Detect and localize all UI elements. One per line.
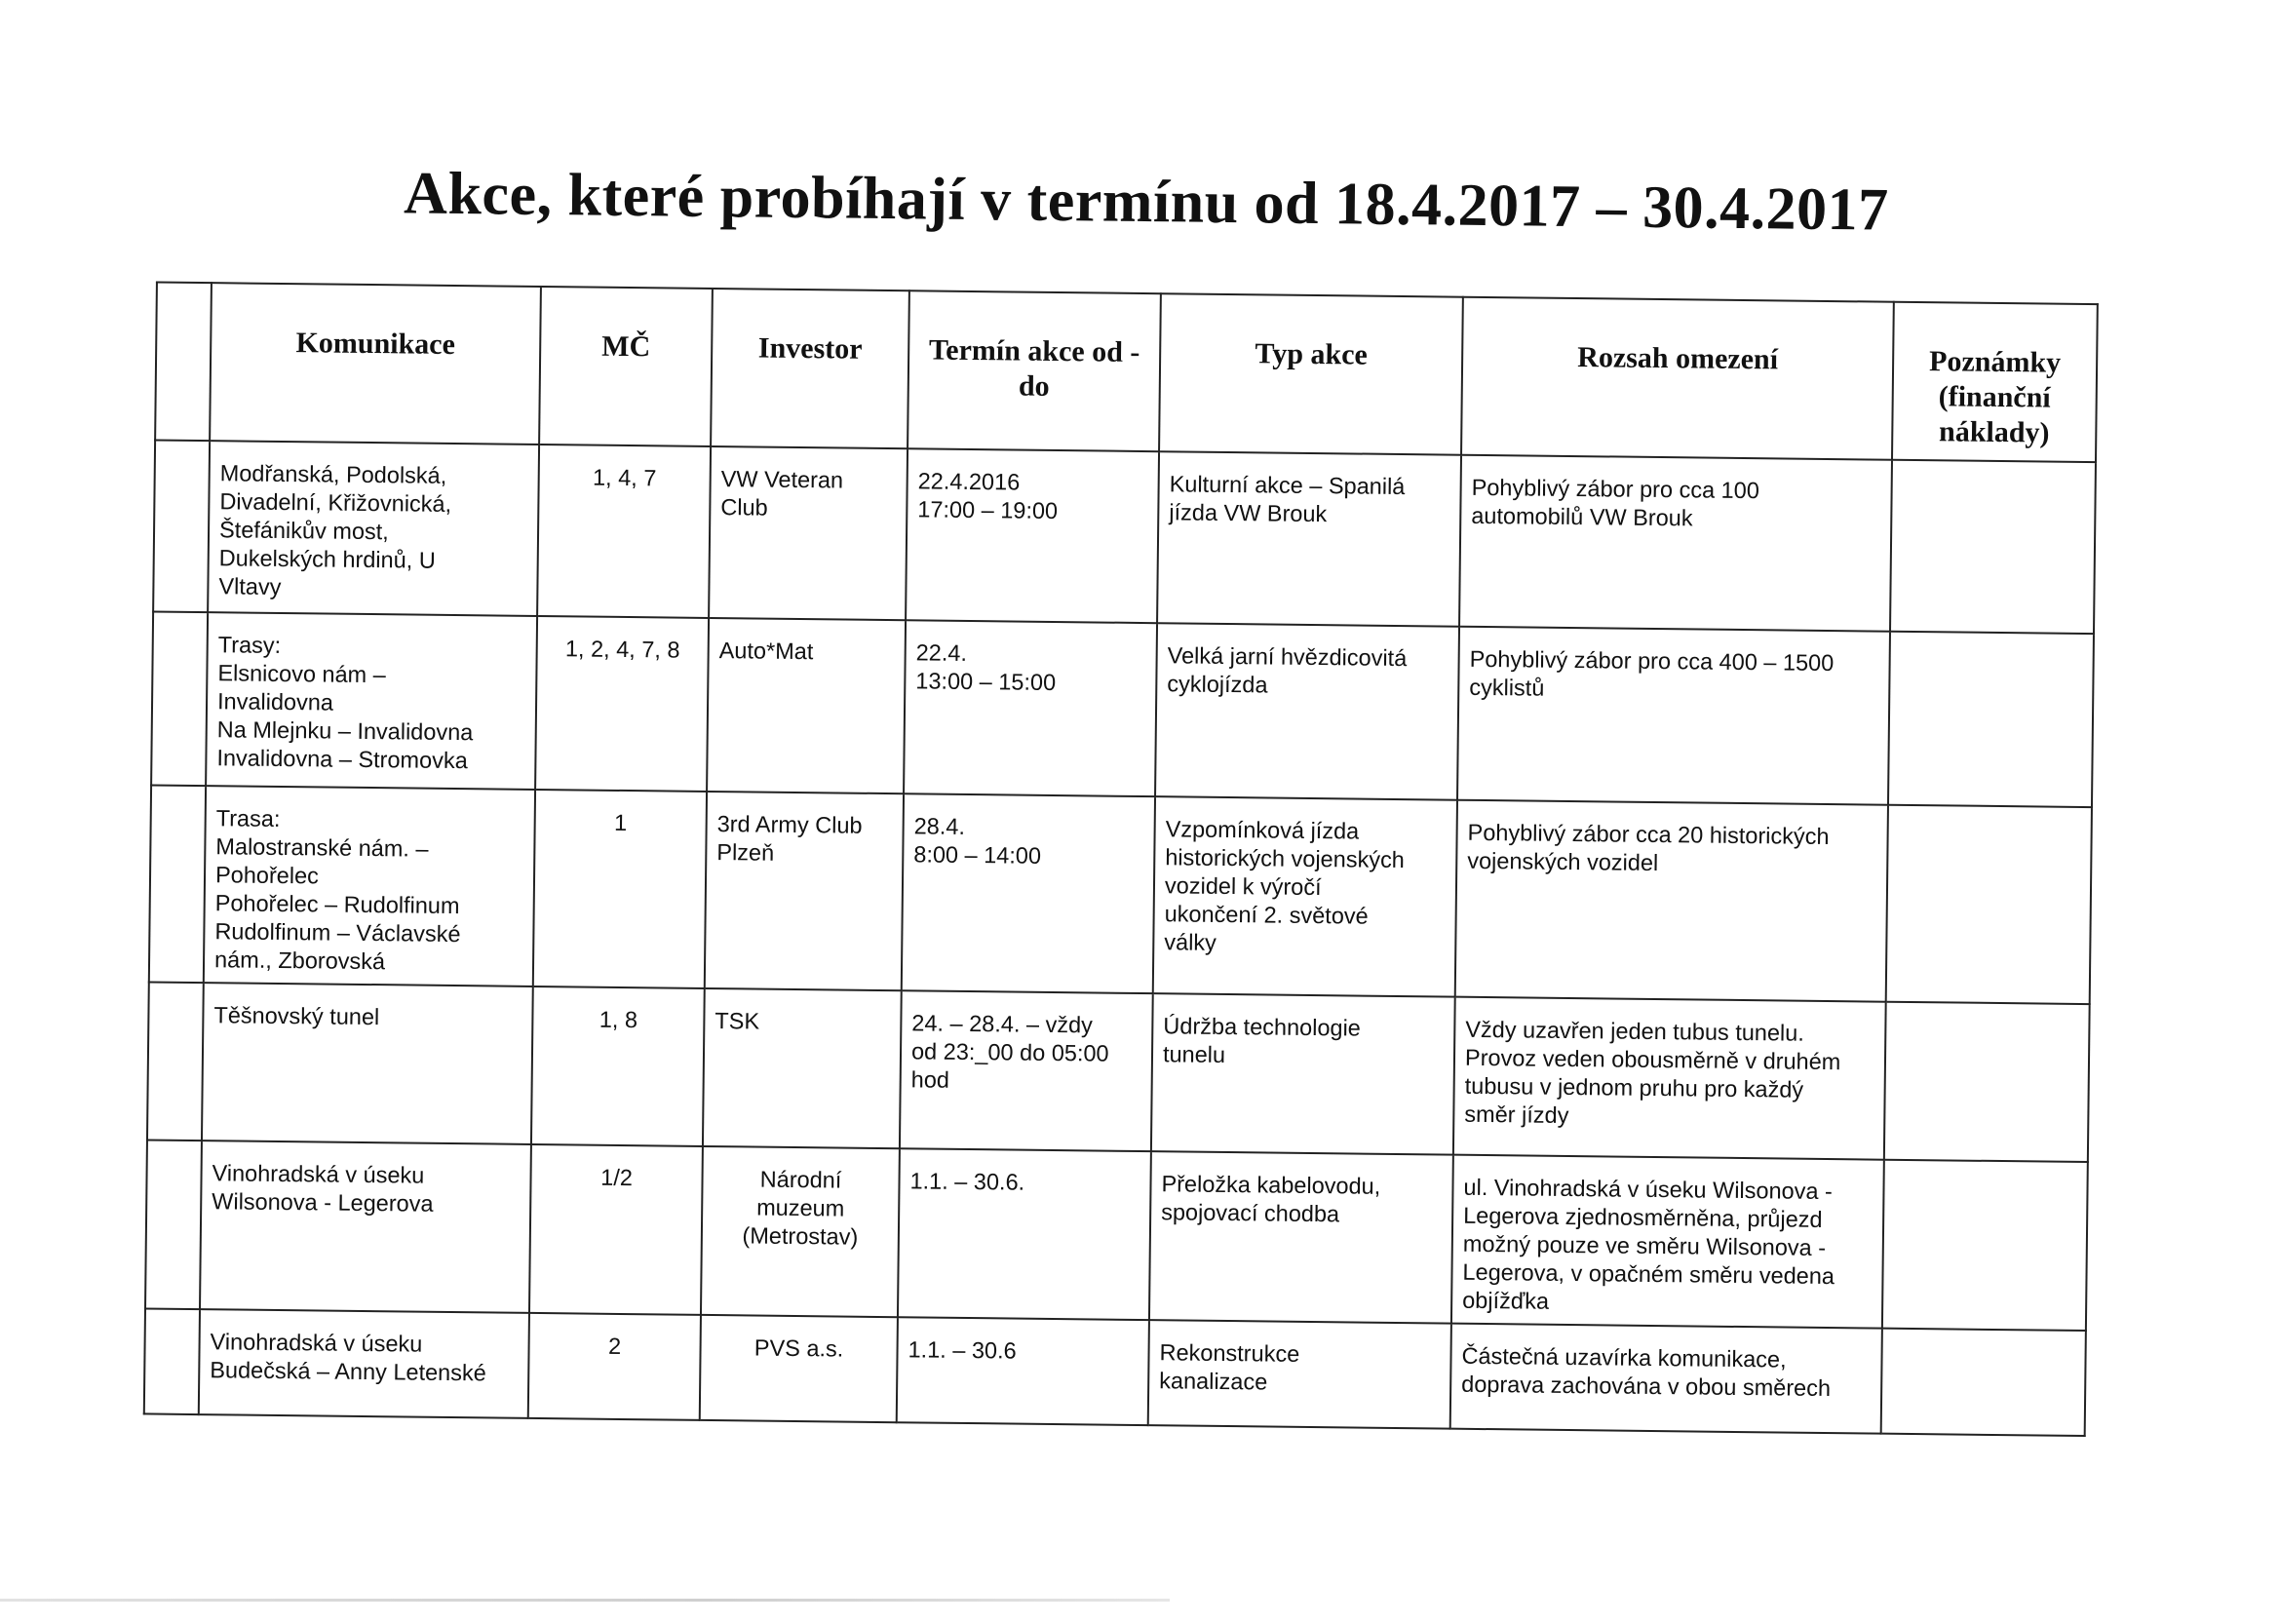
header-blank	[155, 283, 212, 442]
cell-rozsah: ul. Vinohradská v úseku Wilsonova - Legerova zjednosměrněna, průjezd možný pouze ve směru Wilsonova - Legerova, v opačném směru vedena objížďka	[1451, 1155, 1884, 1329]
cell-komunikace: Vinohradská v úseku Budečská – Anny Letenské	[199, 1309, 529, 1418]
cell-termin: 24. – 28.4. – vždy od 23:_00 do 05:00 hod	[900, 990, 1153, 1151]
cell-typ: Přeložka kabelovodu, spojovací chodba	[1149, 1151, 1453, 1324]
table-row	[151, 611, 2094, 807]
cell-termin: 22.4. 13:00 – 15:00	[904, 620, 1157, 796]
header-row	[155, 283, 2098, 463]
cell-mc: 1/2	[529, 1144, 703, 1315]
row-margin-cell	[144, 1308, 200, 1414]
cell-poznamky	[1890, 460, 2096, 634]
header-mc: MČ	[539, 287, 713, 446]
row-margin-cell	[145, 1140, 202, 1309]
table-row	[149, 785, 2092, 1004]
cell-termin: 1.1. – 30.6	[897, 1317, 1149, 1425]
row-margin-cell	[147, 982, 204, 1141]
cell-termin: 22.4.2016 17:00 – 19:00	[906, 448, 1159, 623]
events-table	[143, 282, 2099, 1438]
cell-investor: VW Veteran Club	[709, 446, 908, 620]
header-typ: Typ akce	[1159, 293, 1463, 455]
cell-investor: PVS a.s.	[700, 1315, 898, 1422]
header-komunikace: Komunikace	[210, 283, 541, 445]
cell-typ: Kulturní akce – Spanilá jízda VW Brouk	[1157, 451, 1461, 627]
cell-rozsah: Vždy uzavřen jeden tubus tunelu. Provoz veden obousměrně v druhém tubusu v jednom pruhu pro každý směr jízdy	[1453, 997, 1886, 1160]
cell-poznamky	[1888, 632, 2094, 807]
table-row	[145, 1140, 2088, 1331]
scan-edge-line	[0, 1599, 1170, 1602]
cell-typ: Rekonstrukce kanalizace	[1148, 1320, 1451, 1429]
cell-poznamky	[1881, 1329, 2086, 1436]
cell-mc: 2	[528, 1313, 701, 1420]
page-title: Akce, které probíhají v termínu od 18.4.2017 – 30.4.2017	[403, 160, 1889, 244]
cell-komunikace: Vinohradská v úseku Wilsonova - Legerova	[200, 1141, 531, 1313]
row-margin-cell	[149, 785, 206, 983]
header-rozsah: Rozsah omezení	[1461, 297, 1894, 460]
row-margin-cell	[153, 441, 210, 613]
header-termin: Termín akce od -do	[908, 290, 1161, 451]
cell-typ: Údržba technologie tunelu	[1151, 993, 1455, 1155]
cell-poznamky	[1886, 805, 2092, 1004]
cell-termin: 1.1. – 30.6.	[898, 1148, 1151, 1320]
cell-termin: 28.4. 8:00 – 14:00	[902, 793, 1155, 993]
cell-rozsah: Částečná uzavírka komunikace, doprava zachována v obou směrech	[1450, 1324, 1882, 1434]
cell-investor: 3rd Army Club Plzeň	[705, 792, 904, 990]
header-investor: Investor	[711, 289, 909, 448]
cell-investor: Auto*Mat	[707, 618, 906, 793]
table-row	[153, 441, 2096, 635]
header-poznamky: Poznámky (finanční náklady)	[1892, 302, 2098, 462]
cell-investor: Národní muzeum (Metrostav)	[701, 1146, 900, 1317]
cell-komunikace: Modřanská, Podolská, Divadelní, Křižovnická, Štefánikův most, Dukelských hrdinů, U Vltavy	[208, 441, 539, 616]
cell-mc: 1, 2, 4, 7, 8	[535, 616, 709, 792]
cell-komunikace: Těšnovský tunel	[202, 983, 533, 1144]
cell-poznamky	[1882, 1160, 2088, 1331]
cell-rozsah: Pohyblivý zábor cca 20 historických vojenských vozidel	[1455, 800, 1888, 1002]
cell-investor: TSK	[703, 988, 902, 1148]
row-margin-cell	[151, 611, 208, 786]
cell-mc: 1, 8	[531, 986, 705, 1146]
cell-typ: Velká jarní hvězdicovitá cyklojízda	[1155, 623, 1459, 800]
cell-komunikace: Trasa: Malostranské nám. – Pohořelec Pohořelec – Rudolfinum Rudolfinum – Václavské nám., Zborovská	[204, 786, 535, 986]
cell-rozsah: Pohyblivý zábor pro cca 100 automobilů VW Brouk	[1459, 455, 1892, 632]
cell-mc: 1, 4, 7	[537, 445, 711, 618]
cell-mc: 1	[533, 790, 707, 988]
cell-typ: Vzpomínková jízda historických vojenských vozidel k výročí ukončení 2. světové války	[1153, 796, 1457, 997]
cell-rozsah: Pohyblivý zábor pro cca 400 – 1500 cyklistů	[1457, 627, 1890, 805]
cell-komunikace: Trasy: Elsnicovo nám – Invalidovna Na Mlejnku – Invalidovna Invalidovna – Stromovka	[206, 612, 537, 790]
cell-poznamky	[1884, 1002, 2090, 1162]
table-row	[147, 982, 2090, 1162]
table-row	[144, 1308, 2086, 1436]
